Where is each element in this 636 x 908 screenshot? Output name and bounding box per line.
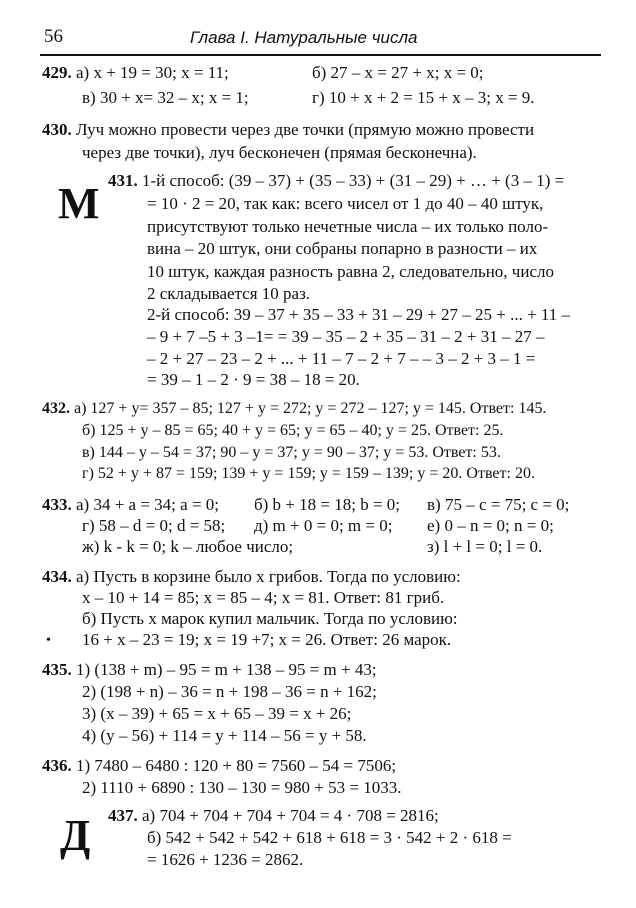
problem-line: 2 складывается 10 раз. bbox=[147, 284, 311, 303]
problem-line: – 9 + 7 –5 + 3 –1= = 39 – 35 – 2 + 35 – 31 – 2 + 31 – 27 – bbox=[147, 327, 545, 346]
problem-line: в) 30 + x= 32 – x; x = 1; bbox=[82, 88, 249, 107]
problem-line: 432. а) 127 + y= 357 – 85; 127 + y = 272; y = 272 – 127; y = 145. Ответ: 145. bbox=[42, 400, 547, 417]
problem-line: – 2 + 27 – 23 – 2 + ... + 11 – 7 – 2 + 7 – – 3 – 2 + 3 – 1 = bbox=[147, 349, 536, 368]
problem-line: 431. 1-й способ: (39 – 37) + (35 – 33) + (31 – 29) + … + (3 – 1) = bbox=[108, 171, 565, 190]
problem-number: 431. bbox=[108, 171, 138, 190]
problem-number: 437. bbox=[108, 806, 138, 825]
header-rule bbox=[40, 54, 601, 56]
problem-number: 433. bbox=[42, 495, 72, 514]
problem-line: в) 144 – y – 54 = 37; 90 – y = 37; y = 90 – 37; y = 53. Ответ: 53. bbox=[82, 444, 501, 461]
problem-line: 2) (198 + n) – 36 = n + 198 – 36 = n + 162; bbox=[82, 682, 377, 701]
problem-line: е) 0 – n = 0; n = 0; bbox=[427, 516, 554, 535]
problem-line: 435. 1) (138 + m) – 95 = m + 138 – 95 = m + 43; bbox=[42, 660, 377, 679]
problem-line: б) b + 18 = 18; b = 0; bbox=[254, 495, 401, 514]
chapter-title: Глава I. Натуральные числа bbox=[190, 28, 418, 47]
problem-line: x – 10 + 14 = 85; x = 85 – 4; x = 81. Ответ: 81 гриб. bbox=[82, 588, 445, 607]
problem-number: 436. bbox=[42, 756, 72, 775]
problem-line: г) 10 + x + 2 = 15 + x – 3; x = 9. bbox=[312, 88, 535, 107]
problem-line: вина – 20 штук, они собраны попарно в разности – их bbox=[147, 239, 538, 258]
page-number: 56 bbox=[44, 26, 63, 47]
problem-line: з) l + l = 0; l = 0. bbox=[427, 537, 543, 556]
problem-line: 2) 1110 + 6890 : 130 – 130 = 980 + 53 = 1033. bbox=[82, 778, 402, 797]
problem-line: 434. а) Пусть в корзине было x грибов. Тогда по условию: bbox=[42, 567, 461, 586]
problem-line: ж) k - k = 0; k – любое число; bbox=[82, 537, 294, 556]
problem-number: 434. bbox=[42, 567, 72, 586]
problem-line: 16 + x – 23 = 19; x = 19 +7; x = 26. Ответ: 26 марок. bbox=[82, 630, 452, 649]
problem-line: 437. а) 704 + 704 + 704 + 704 = 4 · 708 = 2816; bbox=[108, 806, 439, 825]
problem-line: б) 542 + 542 + 542 + 618 + 618 = 3 · 542 + 2 · 618 = bbox=[147, 828, 512, 847]
problem-line: = 39 – 1 – 2 · 9 = 38 – 18 = 20. bbox=[147, 370, 360, 389]
problem-line: 429. а) x + 19 = 30; x = 11; bbox=[42, 63, 229, 82]
problem-line: через две точки), луч бесконечен (прямая бесконечна). bbox=[82, 143, 477, 162]
problem-line: = 10 · 2 = 20, так как: всего чисел от 1 до 40 – 40 штук, bbox=[147, 194, 544, 213]
problem-line: г) 58 – d = 0; d = 58; bbox=[82, 516, 226, 535]
problem-line: д) m + 0 = 0; m = 0; bbox=[254, 516, 393, 535]
problem-line: г) 52 + y + 87 = 159; 139 + y = 159; y = 159 – 139; y = 20. Ответ: 20. bbox=[82, 465, 535, 482]
problem-number: 430. bbox=[42, 120, 72, 139]
problem-line: 436. 1) 7480 – 6480 : 120 + 80 = 7560 – 54 = 7506; bbox=[42, 756, 397, 775]
margin-mark-m: М bbox=[58, 179, 100, 228]
problem-line: 433. а) 34 + a = 34; a = 0; bbox=[42, 495, 220, 514]
problem-line: 2-й способ: 39 – 37 + 35 – 33 + 31 – 29 + 27 – 25 + ... + 11 – bbox=[147, 305, 571, 324]
problem-line: 4) (y – 56) + 114 = y + 114 – 56 = y + 58. bbox=[82, 726, 367, 745]
problem-line: 430. Луч можно провести через две точки (прямую можно провести bbox=[42, 120, 535, 139]
problem-line: в) 75 – c = 75; c = 0; bbox=[427, 495, 570, 514]
problem-line: присутствуют только нечетные числа – их только поло- bbox=[147, 217, 549, 236]
problem-line: = 1626 + 1236 = 2862. bbox=[147, 850, 304, 869]
problem-number: 435. bbox=[42, 660, 72, 679]
margin-mark-d: Д bbox=[60, 811, 91, 860]
problem-line: б) Пусть x марок купил мальчик. Тогда по условию: bbox=[82, 609, 458, 628]
margin-dot: • bbox=[46, 633, 51, 648]
problem-number: 429. bbox=[42, 63, 72, 82]
problem-number: 432. bbox=[42, 400, 70, 417]
problem-line: б) 27 – x = 27 + x; x = 0; bbox=[312, 63, 484, 82]
problem-line: 3) (x – 39) + 65 = x + 65 – 39 = x + 26; bbox=[82, 704, 352, 723]
problem-line: б) 125 + y – 85 = 65; 40 + y = 65; y = 65 – 40; y = 25. Ответ: 25. bbox=[82, 422, 504, 439]
problem-line: 10 штук, каждая разность равна 2, следовательно, число bbox=[147, 262, 554, 281]
